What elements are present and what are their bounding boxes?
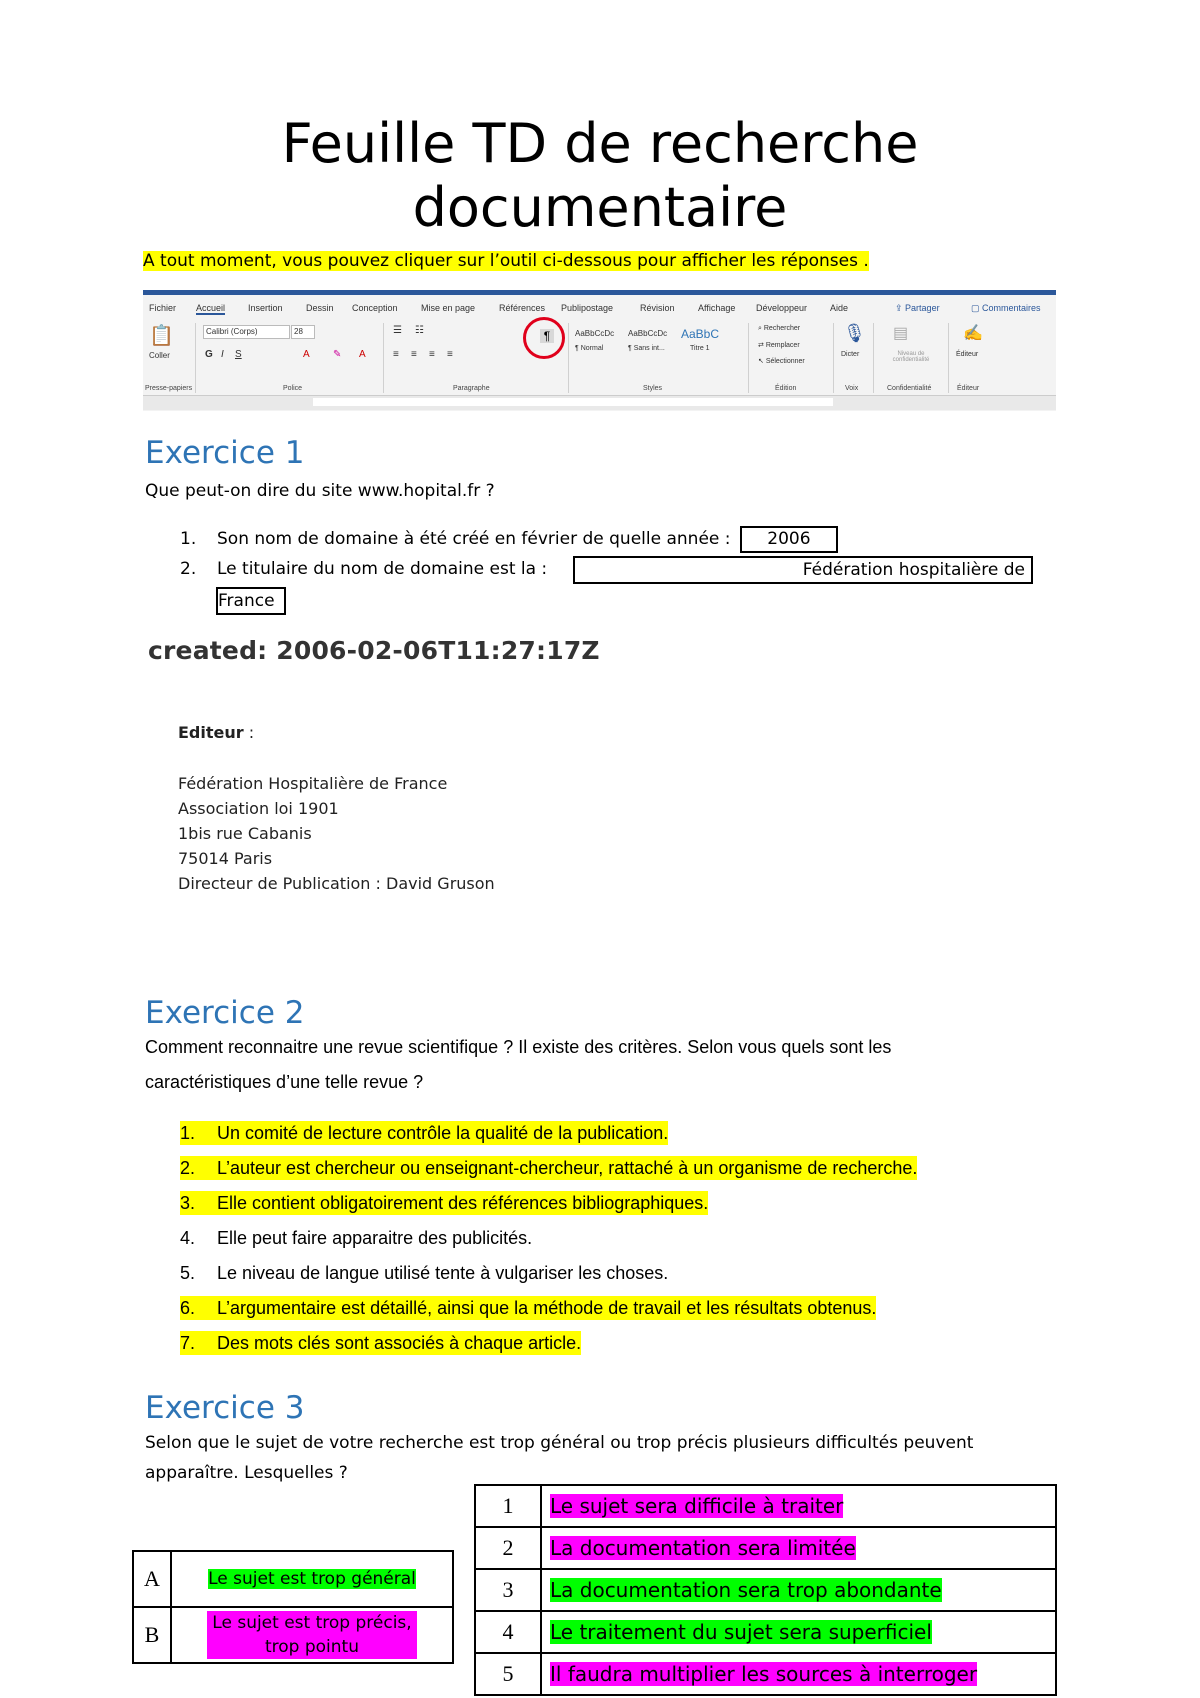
- instruction-text: A tout moment, vous pouvez cliquer sur l’outil ci-dessous pour afficher les réponses .: [143, 251, 869, 271]
- editor-icon[interactable]: ✍: [963, 325, 983, 342]
- ex3-question-1: Selon que le sujet de votre recherche est trop général ou trop précis plusieurs difficultés peuvent: [145, 1433, 974, 1453]
- ex2-question-2: caractéristiques d’une telle revue ?: [145, 1072, 424, 1092]
- ex3-difficulty-table: [474, 1484, 1057, 1696]
- font-color-icon[interactable]: A: [303, 349, 310, 360]
- whois-created-text: created: 2006-02-06T11:27:17Z: [148, 636, 600, 665]
- tab-publipostage[interactable]: Publipostage: [561, 303, 614, 313]
- editeur-label-text: Editeur: [178, 723, 244, 742]
- table-row: [475, 1527, 1056, 1569]
- bold-icon[interactable]: G: [205, 349, 213, 360]
- tab-developpeur[interactable]: Développeur: [756, 303, 808, 313]
- difficulty-text: La documentation sera limitée: [550, 1536, 856, 1560]
- paste-label: Coller: [149, 351, 170, 360]
- table-cell-value: [171, 1551, 453, 1607]
- ex3-question-2: apparaître. Lesquelles ?: [145, 1463, 348, 1483]
- tab-revision[interactable]: Révision: [640, 303, 675, 313]
- table-cell-value: [541, 1485, 1056, 1527]
- subject-precis-text: Le sujet est trop précis, trop pointu: [207, 1611, 417, 1659]
- justify-icon[interactable]: ≡: [447, 349, 453, 360]
- ex2-criterion-text: L’argumentaire est détaillé, ainsi que la méthode de travail et les résultats obtenus.: [217, 1298, 877, 1318]
- editeur-line: Fédération Hospitalière de France: [178, 774, 448, 793]
- style-normal-name: ¶ Normal: [575, 345, 604, 352]
- paste-icon[interactable]: 📋: [149, 325, 174, 347]
- editeur-line: Directeur de Publication : David Gruson: [178, 874, 495, 893]
- replace-button[interactable]: ⇄ Remplacer: [758, 342, 800, 349]
- table-cell-key: B: [133, 1607, 171, 1663]
- page-title: [0, 112, 1200, 240]
- ex2-criterion: [180, 1296, 876, 1320]
- ex2-criterion-num: 1.: [180, 1123, 196, 1143]
- group-separator: [833, 323, 834, 393]
- share-label: Partager: [905, 303, 940, 313]
- show-formatting-icon[interactable]: ¶: [540, 329, 554, 343]
- heading-exercice-3: Exercice 3: [145, 1390, 305, 1426]
- table-cell-value: [541, 1653, 1056, 1695]
- group-label-editor: Éditeur: [957, 385, 980, 392]
- table-cell-key: 5: [475, 1653, 541, 1695]
- editor-label: Éditeur: [956, 351, 979, 358]
- group-label-clipboard: Presse-papiers: [145, 385, 193, 392]
- table-cell-key: 4: [475, 1611, 541, 1653]
- ex2-question-1: Comment reconnaitre une revue scientifique ? Il existe des critères. Selon vous quels sont les: [145, 1037, 892, 1057]
- italic-icon[interactable]: I: [221, 349, 224, 360]
- ex2-criterion-num: 6.: [180, 1298, 196, 1318]
- group-separator: [748, 323, 749, 393]
- align-right-icon[interactable]: ≡: [429, 349, 435, 360]
- subject-general-text: Le sujet est trop général: [208, 1569, 416, 1589]
- ex1-q1-text: Son nom de domaine à été créé en février de quelle année :: [217, 529, 731, 549]
- underline-icon[interactable]: S: [235, 349, 242, 360]
- group-separator: [568, 323, 569, 393]
- group-separator: [383, 323, 384, 393]
- group-label-font: Police: [283, 385, 303, 392]
- table-cell-value: [171, 1607, 453, 1663]
- group-separator: [873, 323, 874, 393]
- table-cell-value: [541, 1611, 1056, 1653]
- tab-affichage[interactable]: Affichage: [698, 303, 736, 313]
- ex3-subject-table: [132, 1550, 454, 1664]
- bullets-icon[interactable]: ☰: [393, 325, 402, 336]
- ex2-criterion-text: Le niveau de langue utilisé tente à vulgariser les choses.: [217, 1263, 669, 1283]
- ex2-criterion-num: 2.: [180, 1158, 196, 1178]
- ex1-q1-answer: 2006: [740, 526, 838, 553]
- table-row: [475, 1611, 1056, 1653]
- ex2-criterion: [180, 1226, 532, 1250]
- align-center-icon[interactable]: ≡: [411, 349, 417, 360]
- ex2-criterion-text: Elle contient obligatoirement des références bibliographiques.: [217, 1193, 709, 1213]
- tab-references[interactable]: Références: [499, 303, 546, 313]
- table-cell-key: A: [133, 1551, 171, 1607]
- tab-insertion[interactable]: Insertion: [248, 303, 283, 313]
- table-cell-key: 2: [475, 1527, 541, 1569]
- editeur-label: [178, 720, 254, 745]
- editeur-line: 75014 Paris: [178, 849, 273, 868]
- font-name-value: Calibri (Corps): [206, 327, 258, 336]
- tab-fichier[interactable]: Fichier: [149, 303, 177, 313]
- confidentiality-icon[interactable]: ▤: [893, 325, 909, 342]
- ex1-q2: [180, 558, 547, 580]
- table-row: [475, 1653, 1056, 1695]
- title-line-2: documentaire: [412, 176, 788, 239]
- ex2-criterion-text: Des mots clés sont associés à chaque article.: [217, 1333, 582, 1353]
- instruction-note: [143, 250, 869, 272]
- ex2-criterion: [180, 1261, 668, 1285]
- difficulty-text: La documentation sera trop abondante: [550, 1578, 942, 1602]
- select-label: Sélectionner: [765, 358, 805, 365]
- numbering-icon[interactable]: ☷: [415, 325, 424, 336]
- ex1-question: Que peut-on dire du site www.hopital.fr ?: [145, 481, 495, 501]
- ex2-criterion: [180, 1121, 668, 1145]
- ex2-criterion-num: 5.: [180, 1263, 196, 1283]
- dictate-label: Dicter: [841, 351, 860, 358]
- ex2-criterion: [180, 1191, 708, 1215]
- group-separator: [948, 323, 949, 393]
- group-label-styles: Styles: [643, 385, 663, 392]
- ex1-q2-answer-box-2: France: [216, 587, 286, 615]
- tab-dessin[interactable]: Dessin: [306, 303, 334, 313]
- group-separator: [195, 323, 196, 393]
- table-cell-value: [541, 1569, 1056, 1611]
- group-label-confidentiality: Confidentialité: [887, 385, 932, 392]
- microphone-icon[interactable]: 🎙: [843, 323, 866, 343]
- ex2-criterion-text: Un comité de lecture contrôle la qualité de la publication.: [217, 1123, 669, 1143]
- ex2-criterion-num: 3.: [180, 1193, 196, 1213]
- share-button[interactable]: ⇪ Partager: [895, 303, 940, 313]
- table-row: [133, 1551, 453, 1607]
- ex1-q2-num: 2.: [180, 559, 197, 579]
- comments-button[interactable]: ▢ Commentaires: [971, 303, 1041, 313]
- ex1-q1-num: 1.: [180, 529, 197, 549]
- word-ribbon-image: [143, 290, 1056, 411]
- ex2-criterion: [180, 1331, 581, 1355]
- editeur-label-colon: :: [243, 723, 255, 742]
- style-no-spacing-name: ¶ Sans int...: [628, 345, 665, 352]
- tab-accueil[interactable]: Accueil: [196, 303, 226, 313]
- ex2-criterion-num: 7.: [180, 1333, 196, 1353]
- tab-mise-en-page[interactable]: Mise en page: [421, 303, 476, 313]
- title-line-1: Feuille TD de recherche: [281, 112, 919, 175]
- align-left-icon[interactable]: ≡: [393, 349, 399, 360]
- editeur-block: [178, 771, 495, 896]
- table-row: [475, 1569, 1056, 1611]
- ex1-q2-answer-box: Fédération hospitalière de: [573, 556, 1033, 584]
- ex2-criterion-num: 4.: [180, 1228, 196, 1248]
- table-row: [133, 1607, 453, 1663]
- replace-label: Remplacer: [765, 342, 800, 349]
- comments-label: Commentaires: [982, 303, 1041, 313]
- confidentiality-label: Niveau de confidentialité: [892, 351, 930, 363]
- table-cell-key: 3: [475, 1569, 541, 1611]
- find-button[interactable]: ⌕ Rechercher: [758, 325, 801, 332]
- ruler-text-area: [313, 398, 833, 406]
- table-cell-value: [541, 1527, 1056, 1569]
- font-size-value: 28: [294, 327, 303, 336]
- style-heading1-name: Titre 1: [690, 345, 710, 352]
- style-heading1[interactable]: AaBbC: [681, 327, 720, 341]
- group-label-editing: Édition: [775, 385, 797, 392]
- ex2-criterion-text: L’auteur est chercheur ou enseignant-chercheur, rattaché à un organisme de recherche.: [217, 1158, 918, 1178]
- difficulty-text: Il faudra multiplier les sources à interroger: [550, 1662, 978, 1686]
- editeur-line: Association loi 1901: [178, 799, 339, 818]
- style-normal[interactable]: AaBbCcDc: [575, 329, 615, 338]
- style-no-spacing[interactable]: AaBbCcDc: [628, 329, 668, 338]
- table-row: [475, 1485, 1056, 1527]
- ex1-q2-text: Le titulaire du nom de domaine est la :: [217, 559, 548, 579]
- ex2-criterion-text: Elle peut faire apparaitre des publicités.: [217, 1228, 533, 1248]
- editeur-line: 1bis rue Cabanis: [178, 824, 312, 843]
- font-size-select[interactable]: [291, 325, 315, 339]
- font-name-select[interactable]: [203, 325, 290, 339]
- group-label-paragraph: Paragraphe: [453, 385, 490, 392]
- ex1-q1: [180, 526, 838, 553]
- difficulty-text: Le sujet sera difficile à traiter: [550, 1494, 844, 1518]
- ex2-criterion: [180, 1156, 917, 1180]
- find-label: Rechercher: [763, 325, 801, 332]
- difficulty-text: Le traitement du sujet sera superficiel: [550, 1620, 932, 1644]
- highlight-icon[interactable]: ✎: [333, 349, 342, 360]
- heading-exercice-2: Exercice 2: [145, 995, 305, 1031]
- heading-exercice-1: Exercice 1: [145, 435, 305, 471]
- tab-conception[interactable]: Conception: [352, 303, 398, 313]
- text-color-icon[interactable]: A: [359, 349, 366, 360]
- ribbon-tabs: [143, 303, 1056, 317]
- group-label-voice: Voix: [845, 385, 859, 392]
- table-cell-key: 1: [475, 1485, 541, 1527]
- select-button[interactable]: ↖ Sélectionner: [758, 358, 805, 365]
- tab-aide[interactable]: Aide: [830, 303, 849, 313]
